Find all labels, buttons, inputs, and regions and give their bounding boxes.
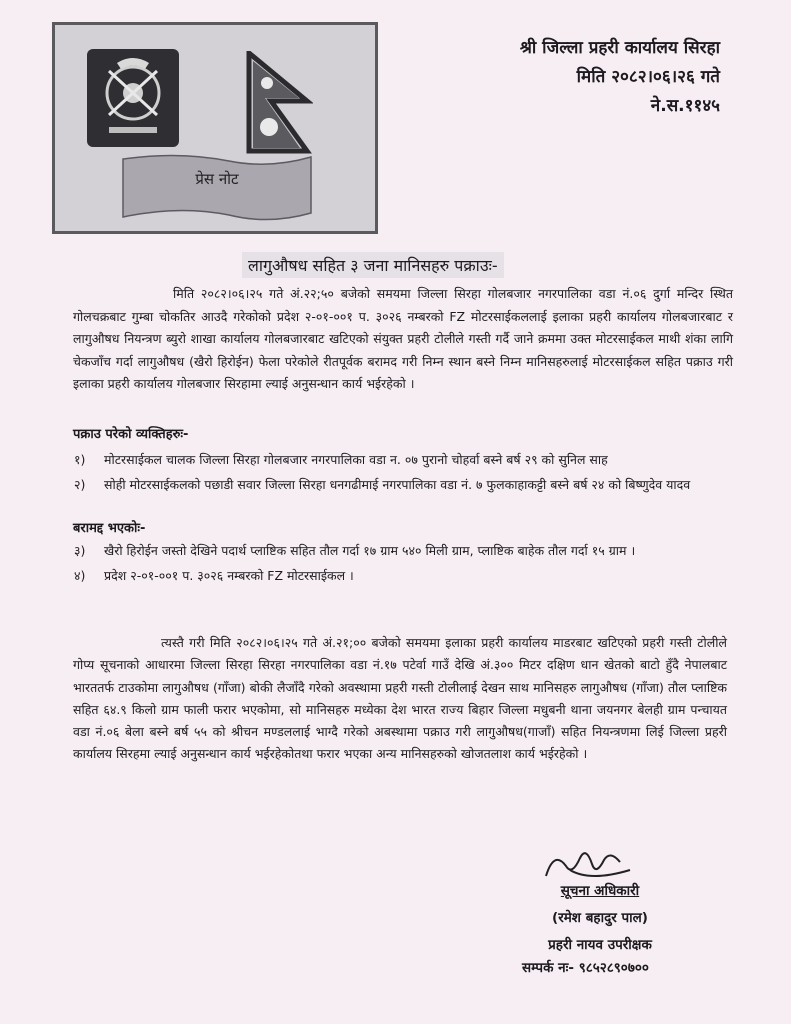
list-item-text: सोही मोटरसाईकलको पछाडी सवार जिल्ला सिरहा धनगढीमाई नगरपालिका वडा नं. ७ फुलकाहाकट्टी बस्ने बर्ष २४ को बिष्णुदेव यादव <box>104 477 691 492</box>
police-emblem-icon <box>87 49 179 147</box>
press-note-label: प्रेस नोट <box>195 170 239 188</box>
arrested-list <box>74 449 714 496</box>
list-item-number: ४) <box>74 568 86 583</box>
issue-date: मिति २०८२।०६।२६ गते <box>576 67 720 87</box>
letterhead-box <box>52 22 378 234</box>
paragraph-1: मिति २०८२।०६।२५ गते अं.२२;५० बजेको समयमा जिल्ला सिरहा गोलबजार नगरपालिका वडा नं.०६ दुर्गा मन्दिर स्थित गोलचक्रबाट गुम्बा चोकतिर आउदै गरेकोको प्रदेश २-०१-००१ प. ३०२६ नम्बरको FZ मोटरसाईकललाई इलाका प्रहरी कार्यालय गोलबजारबाट र लागुऔषध नियन्त्रण ब्युरो शाखा कार्यालय गोलबजारबाट खटिएको संयुक्त प्रहरी टोलीले गस्ती गर्दै जाने क्रममा उक्त मोटरसाईकल माथी शंका लागि चेकजाँच गर्दा लागुऔषध (खैरो हिरोईन) फेला परेकोले रीतपूर्वक बरामद गरी निम्न स्थान बस्ने निम्न मानिसहरुलाई मोटरसाईकल सहित पक्राउ गरी इलाका प्रहरी कार्यालय गोलबजार सिरहामा ल्याई अनुसन्धान कार्य भईरहेको । <box>73 286 733 391</box>
signatory-block <box>520 878 680 959</box>
paragraph-2: त्यस्तै गरी मिति २०८२।०६।२५ गते अं.२१;०० बजेको समयमा इलाका प्रहरी कार्यालय माडरबाट खटिएको प्रहरी गस्ती टोलीले गोप्य सूचनाको आधारमा जिल्ला सिरहा सिरहा नगरपालिका वडा नं.१७ पटेर्वा गाउँ देखि अं.३०० मिटर दक्षिण धान खेतको बाटो हुँदै नेपालबाट भारततर्फ टाउकोमा लागुऔषध (गाँजा) बोकी लैजाँदै गरेको अवस्थामा प्रहरी गस्ती टोलीलाई देखन साथ मानिसहरु लागुऔषध (गाँजा) तौल प्लाष्टिक सहित ६४.९ किलो ग्राम फाली फरार भएकोमा, सो मानिसहरु मध्येका देश भारत राज्य बिहार जिल्ला मधुबनी थाना जयनगर बेलही ग्राम पन्चायत वडा नं.०६ बेला बस्ने बर्ष ५५ को श्रीचन मण्डललाई भाग्दै गरेको अबस्थामा पक्राउ गरी लागुऔषध(गाजाँ) सहित नियन्त्रणमा लिई जिल्ला प्रहरी कार्यालय सिरहमा ल्याई अनुसन्धान कार्य भईरहेकोतथा फरार भएका अन्य मानिसहरुको खोजतलाश कार्य भईरहेको । <box>73 635 727 762</box>
signatory-title: सूचना अधिकारी <box>560 883 640 899</box>
signatory-name: (रमेश बहादुर पाल) <box>552 910 648 926</box>
list-item <box>74 474 714 496</box>
list-item <box>74 540 714 562</box>
arrested-heading: पक्राउ परेको व्यक्तिहरुः- <box>73 427 189 442</box>
reference-number: ने.स.११४५ <box>650 96 720 116</box>
list-item-text: खैरो हिरोईन जस्तो देखिने पदार्थ प्लाष्टिक सहित तौल गर्दा १७ ग्राम ५४० मिली ग्राम, प्लाष्टिक बाहेक तौल गर्दा १५ ग्राम । <box>104 543 636 558</box>
signatory-rank: प्रहरी नायव उपरीक्षक <box>548 937 652 953</box>
headline: लागुऔषध सहित ३ जना मानिसहरु पक्राउः- <box>242 252 504 278</box>
office-header <box>420 34 720 121</box>
office-name: श्री जिल्ला प्रहरी कार्यालय सिरहा <box>519 38 720 58</box>
list-item-number: १) <box>74 452 86 467</box>
list-item-number: ३) <box>74 543 86 558</box>
nepal-flag-icon <box>245 51 313 155</box>
list-item-text: प्रदेश २-०१-००१ प. ३०२६ नम्बरको FZ मोटरसाईकल । <box>104 568 354 583</box>
list-item-number: २) <box>74 477 86 492</box>
seized-heading: बरामद्द भएकोः- <box>73 521 146 536</box>
seized-list <box>74 540 714 587</box>
list-item <box>74 565 714 587</box>
list-item <box>74 449 714 471</box>
contact-number: सम्पर्क नः- ९८५२८९०७०० <box>522 960 649 976</box>
list-item-text: मोटरसाईकल चालक जिल्ला सिरहा गोलबजार नगरपालिका वडा न. ०७ पुरानो चोहर्वा बस्ने बर्ष २९ को सुनिल साह <box>104 452 608 467</box>
